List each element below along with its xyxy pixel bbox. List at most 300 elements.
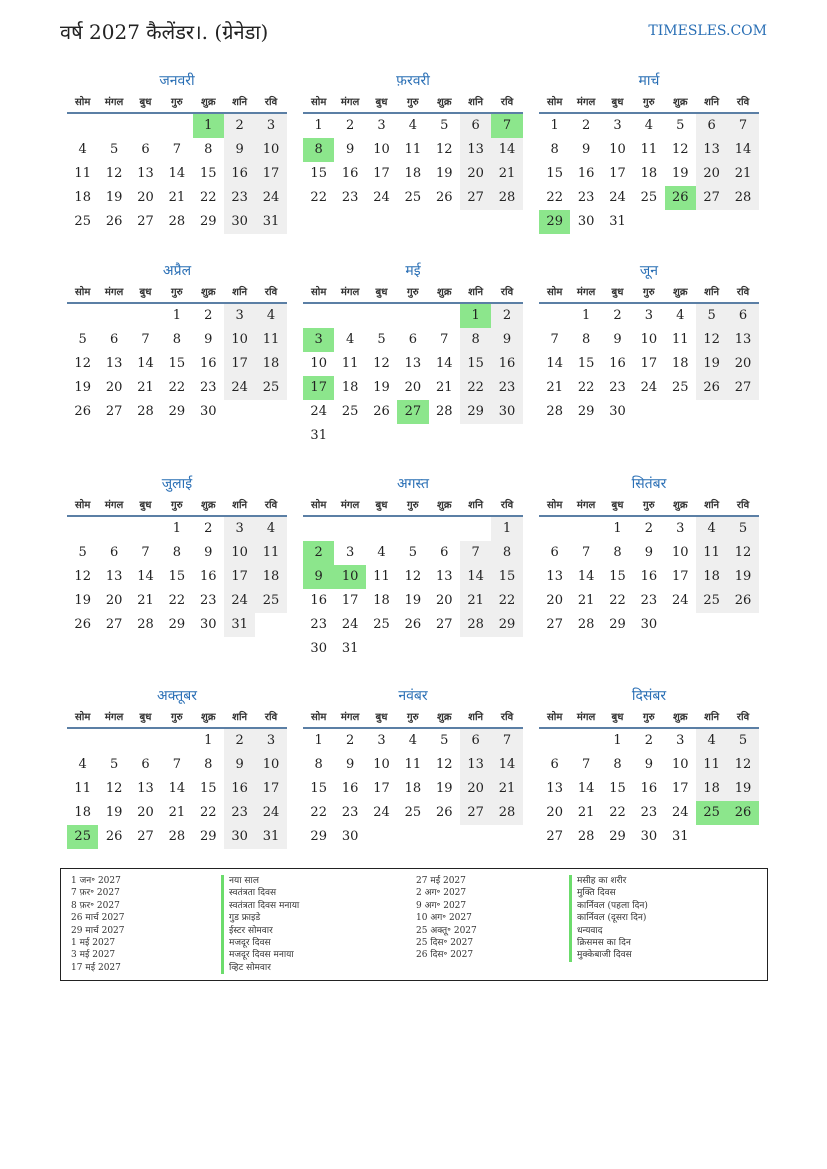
- weekday-label: मंगल: [340, 97, 360, 108]
- weekday-label: गुरु: [643, 97, 655, 108]
- day-cell: 15: [460, 352, 491, 376]
- day-cell: 18: [74, 190, 91, 205]
- day-cell: 8: [172, 332, 181, 347]
- weekday-label: शनि: [704, 97, 720, 108]
- weekday-label: रवि: [500, 500, 514, 511]
- weekday-header: [303, 707, 523, 729]
- weekday-label: रवि: [736, 500, 750, 511]
- day-cell: 9: [613, 332, 622, 347]
- weekday-label: सोम: [75, 712, 91, 723]
- day-grid: [539, 114, 759, 234]
- day-cell: 11: [404, 757, 422, 772]
- day-cell: 26: [435, 805, 453, 820]
- day-cell: 13: [460, 753, 491, 777]
- weekday-label: गुरु: [643, 287, 655, 298]
- month-calendar: [539, 473, 759, 637]
- day-cell: 2: [224, 729, 255, 753]
- day-cell: 11: [696, 541, 727, 565]
- day-cell: 27: [137, 214, 154, 229]
- day-cell: 6: [109, 545, 119, 560]
- day-cell: 13: [105, 569, 123, 584]
- day-cell: 9: [224, 138, 255, 162]
- day-cell: 2: [204, 308, 213, 323]
- day-grid: [303, 517, 523, 661]
- day-cell: 5: [78, 545, 87, 560]
- day-cell: 9: [224, 753, 255, 777]
- holiday-name: स्वतंत्रता दिवस मनाया: [221, 900, 299, 912]
- empty-day: [161, 729, 192, 753]
- day-cell: 19: [727, 777, 758, 801]
- weekday-label: शुक्र: [437, 97, 452, 108]
- weekday-label: सोम: [311, 712, 327, 723]
- day-cell: 6: [440, 545, 449, 560]
- holiday-list: [60, 868, 768, 981]
- day-cell: 10: [671, 545, 689, 560]
- day-cell: 26: [74, 404, 91, 419]
- holiday-day: 29: [539, 210, 570, 234]
- day-cell: 23: [310, 617, 327, 632]
- day-cell: 15: [199, 166, 217, 181]
- holiday-name: स्वतंत्रता दिवस: [221, 887, 299, 899]
- weekday-label: बुध: [611, 287, 624, 298]
- day-cell: 3: [377, 733, 386, 748]
- day-cell: 17: [373, 166, 390, 181]
- holiday-name: धन्यवाद: [569, 925, 648, 937]
- holiday-date: 3 मई 2027: [71, 950, 116, 961]
- day-cell: 12: [74, 356, 91, 371]
- empty-day: [303, 304, 334, 328]
- day-cell: 13: [435, 569, 453, 584]
- weekday-label: बुध: [375, 500, 388, 511]
- holiday-date: 25 दिस॰ 2027: [416, 938, 474, 949]
- weekday-label: शुक्र: [673, 97, 688, 108]
- day-cell: 3: [676, 521, 685, 536]
- day-cell: 1: [204, 733, 213, 748]
- day-cell: 19: [435, 781, 453, 796]
- empty-day: [98, 729, 129, 753]
- month-title: मार्च: [638, 73, 660, 89]
- holiday-name: मसीह का शरीर: [569, 875, 648, 887]
- day-cell: 15: [609, 781, 626, 796]
- month-calendar: [303, 70, 523, 210]
- day-cell: 25: [255, 589, 286, 613]
- weekday-label: गुरु: [407, 287, 419, 298]
- day-cell: 19: [74, 593, 91, 608]
- empty-day: [570, 729, 601, 753]
- holiday-name: कार्निवल (पहला दिन): [569, 900, 648, 912]
- day-cell: 17: [224, 352, 255, 376]
- empty-day: [539, 517, 570, 541]
- day-cell: 7: [440, 332, 449, 347]
- day-cell: 8: [172, 545, 181, 560]
- day-cell: 23: [640, 593, 658, 608]
- empty-day: [98, 517, 129, 541]
- weekday-label: मंगल: [576, 500, 596, 511]
- holiday-date: 17 मई 2027: [71, 962, 121, 973]
- day-cell: 7: [581, 545, 591, 560]
- day-cell: 30: [199, 617, 217, 632]
- day-cell: 27: [546, 829, 563, 844]
- day-cell: 17: [609, 166, 626, 181]
- holiday-date: 27 मई 2027: [416, 876, 466, 886]
- day-cell: 29: [310, 829, 327, 844]
- month-calendar: [67, 260, 287, 424]
- weekday-header: [303, 92, 523, 114]
- weekday-label: मंगल: [104, 97, 124, 108]
- weekday-label: सोम: [311, 97, 327, 108]
- day-cell: 11: [74, 781, 91, 796]
- weekday-label: मंगल: [104, 287, 124, 298]
- site-link[interactable]: TIMESLES.COM: [648, 23, 767, 39]
- day-cell: 16: [199, 356, 217, 371]
- day-cell: 4: [78, 142, 87, 157]
- day-cell: 30: [310, 641, 327, 656]
- day-cell: 2: [644, 733, 653, 748]
- day-cell: 8: [613, 545, 622, 560]
- day-cell: 11: [255, 328, 286, 352]
- month-calendar: [303, 685, 523, 849]
- day-grid: [303, 729, 523, 849]
- day-cell: 22: [609, 805, 626, 820]
- day-cell: 14: [168, 166, 186, 181]
- day-grid: [67, 114, 287, 234]
- empty-day: [67, 517, 98, 541]
- day-cell: 22: [199, 190, 217, 205]
- day-cell: 7: [172, 757, 181, 772]
- day-cell: 25: [404, 190, 422, 205]
- day-cell: 22: [168, 593, 186, 608]
- weekday-label: सोम: [311, 500, 327, 511]
- weekday-label: शुक्र: [201, 287, 216, 298]
- empty-day: [98, 304, 129, 328]
- empty-day: [130, 729, 161, 753]
- day-cell: 25: [341, 404, 359, 419]
- month-title: दिसंबर: [631, 688, 667, 704]
- day-grid: [67, 729, 287, 849]
- day-grid: [67, 517, 287, 637]
- day-cell: 23: [491, 376, 522, 400]
- day-cell: 23: [224, 801, 255, 825]
- day-cell: 5: [696, 304, 727, 328]
- day-cell: 16: [310, 593, 327, 608]
- day-cell: 22: [168, 380, 186, 395]
- day-cell: 28: [546, 404, 563, 419]
- day-cell: 13: [727, 328, 758, 352]
- holiday-day: 25: [696, 801, 727, 825]
- weekday-label: रवि: [500, 97, 514, 108]
- day-cell: 14: [546, 356, 563, 371]
- weekday-label: शनि: [232, 712, 248, 723]
- day-cell: 15: [577, 356, 595, 371]
- month-calendar: [539, 70, 759, 234]
- day-cell: 9: [345, 142, 355, 157]
- day-cell: 18: [255, 352, 286, 376]
- day-cell: 25: [255, 376, 286, 400]
- day-cell: 17: [671, 569, 689, 584]
- weekday-label: बुध: [139, 712, 152, 723]
- holiday-name: नया साल: [221, 875, 299, 887]
- weekday-label: मंगल: [340, 712, 360, 723]
- weekday-label: बुध: [611, 712, 624, 723]
- day-cell: 9: [644, 757, 653, 772]
- month-calendar: [67, 685, 287, 849]
- day-cell: 21: [168, 805, 186, 820]
- day-cell: 16: [640, 781, 658, 796]
- day-cell: 2: [581, 118, 591, 133]
- day-cell: 10: [640, 332, 658, 347]
- day-cell: 31: [224, 613, 255, 637]
- day-cell: 12: [404, 569, 422, 584]
- day-cell: 19: [105, 190, 123, 205]
- day-cell: 16: [224, 777, 255, 801]
- empty-day: [130, 304, 161, 328]
- day-cell: 7: [727, 114, 758, 138]
- weekday-label: बुध: [611, 97, 624, 108]
- day-cell: 31: [255, 825, 286, 849]
- weekday-header: [539, 707, 759, 729]
- weekday-label: रवि: [500, 287, 514, 298]
- weekday-header: [303, 282, 523, 304]
- holiday-names-right: [569, 875, 648, 962]
- day-cell: 11: [341, 356, 359, 371]
- day-cell: 6: [408, 332, 417, 347]
- day-cell: 4: [255, 304, 286, 328]
- day-cell: 18: [341, 380, 359, 395]
- day-cell: 15: [168, 356, 186, 371]
- weekday-label: रवि: [264, 712, 278, 723]
- day-cell: 19: [435, 166, 453, 181]
- day-cell: 19: [671, 166, 689, 181]
- day-cell: 29: [168, 617, 186, 632]
- day-cell: 19: [373, 380, 390, 395]
- weekday-label: गुरु: [407, 500, 419, 511]
- day-cell: 29: [609, 617, 626, 632]
- day-cell: 30: [224, 825, 255, 849]
- day-cell: 25: [373, 617, 390, 632]
- month-title: अप्रैल: [162, 263, 192, 279]
- holiday-day: 26: [727, 801, 758, 825]
- day-cell: 27: [435, 617, 453, 632]
- weekday-label: सोम: [311, 287, 327, 298]
- holiday-name: ईस्टर सोमवार: [221, 925, 299, 937]
- day-cell: 3: [224, 517, 255, 541]
- weekday-label: बुध: [139, 500, 152, 511]
- day-cell: 3: [613, 118, 622, 133]
- day-cell: 11: [404, 142, 422, 157]
- day-cell: 24: [341, 617, 359, 632]
- empty-day: [429, 304, 460, 328]
- day-cell: 4: [676, 308, 685, 323]
- day-cell: 1: [491, 517, 522, 541]
- day-cell: 13: [137, 781, 154, 796]
- day-cell: 20: [546, 805, 563, 820]
- day-cell: 25: [640, 190, 658, 205]
- weekday-label: शुक्र: [673, 500, 688, 511]
- weekday-label: रवि: [736, 287, 750, 298]
- day-cell: 26: [105, 829, 123, 844]
- weekday-header: [67, 92, 287, 114]
- day-cell: 26: [727, 589, 758, 613]
- day-cell: 27: [105, 617, 123, 632]
- day-cell: 23: [341, 805, 359, 820]
- day-cell: 16: [199, 569, 217, 584]
- day-cell: 23: [199, 593, 217, 608]
- day-cell: 13: [105, 356, 123, 371]
- day-cell: 26: [435, 190, 453, 205]
- weekday-label: शुक्र: [201, 97, 216, 108]
- day-grid: [539, 517, 759, 637]
- day-cell: 17: [640, 356, 658, 371]
- day-cell: 2: [613, 308, 622, 323]
- day-cell: 17: [255, 162, 286, 186]
- day-cell: 14: [460, 565, 491, 589]
- day-cell: 20: [137, 190, 154, 205]
- day-cell: 25: [404, 805, 422, 820]
- day-cell: 21: [727, 162, 758, 186]
- weekday-label: सोम: [547, 500, 563, 511]
- day-cell: 22: [577, 380, 595, 395]
- day-cell: 24: [671, 593, 689, 608]
- day-cell: 21: [435, 380, 453, 395]
- day-cell: 16: [341, 166, 359, 181]
- day-cell: 7: [172, 142, 181, 157]
- day-cell: 5: [78, 332, 87, 347]
- day-cell: 21: [460, 589, 491, 613]
- day-cell: 23: [341, 190, 359, 205]
- empty-day: [98, 114, 129, 138]
- day-cell: 15: [199, 781, 217, 796]
- empty-day: [366, 517, 397, 541]
- empty-day: [397, 304, 428, 328]
- weekday-label: शुक्र: [673, 287, 688, 298]
- weekday-label: गुरु: [407, 97, 419, 108]
- day-cell: 14: [168, 781, 186, 796]
- month-title: फ़रवरी: [396, 73, 430, 89]
- weekday-label: सोम: [547, 712, 563, 723]
- day-cell: 27: [460, 801, 491, 825]
- day-cell: 12: [105, 781, 123, 796]
- day-cell: 4: [345, 332, 355, 347]
- day-cell: 4: [255, 517, 286, 541]
- day-cell: 6: [696, 114, 727, 138]
- day-cell: 31: [671, 829, 689, 844]
- day-cell: 29: [491, 613, 522, 637]
- month-calendar: [539, 685, 759, 849]
- day-cell: 24: [224, 589, 255, 613]
- day-cell: 8: [491, 541, 522, 565]
- holiday-day: 7: [491, 114, 522, 138]
- day-cell: 22: [609, 593, 626, 608]
- weekday-label: सोम: [547, 287, 563, 298]
- weekday-label: शनि: [468, 712, 484, 723]
- empty-day: [539, 304, 570, 328]
- day-cell: 23: [609, 380, 626, 395]
- day-cell: 21: [168, 190, 186, 205]
- day-cell: 27: [105, 404, 123, 419]
- day-cell: 1: [550, 118, 559, 133]
- day-cell: 28: [577, 829, 595, 844]
- day-cell: 28: [577, 617, 595, 632]
- day-cell: 6: [550, 545, 559, 560]
- weekday-label: बुध: [139, 287, 152, 298]
- day-cell: 29: [168, 404, 186, 419]
- day-cell: 18: [640, 166, 658, 181]
- day-cell: 8: [204, 757, 213, 772]
- day-cell: 26: [373, 404, 390, 419]
- day-cell: 27: [696, 186, 727, 210]
- empty-day: [334, 517, 365, 541]
- day-cell: 30: [491, 400, 522, 424]
- day-cell: 26: [74, 617, 91, 632]
- day-cell: 25: [74, 214, 91, 229]
- day-grid: [303, 114, 523, 210]
- day-cell: 4: [696, 517, 727, 541]
- day-cell: 17: [671, 781, 689, 796]
- holiday-name: कार्निवल (दूसरा दिन): [569, 912, 648, 924]
- day-cell: 13: [696, 138, 727, 162]
- day-cell: 19: [727, 565, 758, 589]
- day-cell: 13: [546, 781, 563, 796]
- day-cell: 8: [550, 142, 559, 157]
- weekday-header: [303, 495, 523, 517]
- day-cell: 1: [613, 521, 622, 536]
- day-cell: 4: [78, 757, 87, 772]
- weekday-label: बुध: [611, 500, 624, 511]
- day-cell: 23: [577, 190, 595, 205]
- day-cell: 3: [644, 308, 653, 323]
- day-cell: 19: [105, 805, 123, 820]
- day-cell: 10: [255, 138, 286, 162]
- weekday-label: रवि: [264, 500, 278, 511]
- day-cell: 29: [609, 829, 626, 844]
- weekday-label: मंगल: [576, 287, 596, 298]
- day-cell: 18: [255, 565, 286, 589]
- weekday-label: मंगल: [340, 500, 360, 511]
- day-cell: 24: [224, 376, 255, 400]
- day-cell: 7: [460, 541, 491, 565]
- day-grid: [303, 304, 523, 448]
- day-cell: 28: [137, 404, 154, 419]
- empty-day: [67, 114, 98, 138]
- day-cell: 24: [609, 190, 626, 205]
- day-cell: 3: [224, 304, 255, 328]
- day-cell: 15: [310, 166, 327, 181]
- day-cell: 27: [460, 186, 491, 210]
- day-cell: 28: [435, 404, 453, 419]
- day-cell: 4: [408, 733, 417, 748]
- day-cell: 10: [224, 328, 255, 352]
- day-cell: 2: [491, 304, 522, 328]
- day-cell: 14: [727, 138, 758, 162]
- day-cell: 3: [345, 545, 355, 560]
- weekday-label: मंगल: [104, 500, 124, 511]
- day-cell: 27: [546, 617, 563, 632]
- day-cell: 14: [491, 753, 522, 777]
- day-cell: 21: [137, 380, 154, 395]
- day-cell: 24: [373, 190, 390, 205]
- weekday-label: रवि: [264, 97, 278, 108]
- day-cell: 5: [440, 118, 449, 133]
- day-cell: 22: [310, 190, 327, 205]
- holiday-dates-left: [71, 875, 125, 974]
- holiday-day: 27: [397, 400, 428, 424]
- day-cell: 11: [671, 332, 689, 347]
- day-cell: 16: [609, 356, 626, 371]
- day-cell: 7: [141, 332, 150, 347]
- day-cell: 8: [204, 142, 213, 157]
- weekday-label: गुरु: [407, 712, 419, 723]
- month-title: अगस्त: [396, 476, 429, 492]
